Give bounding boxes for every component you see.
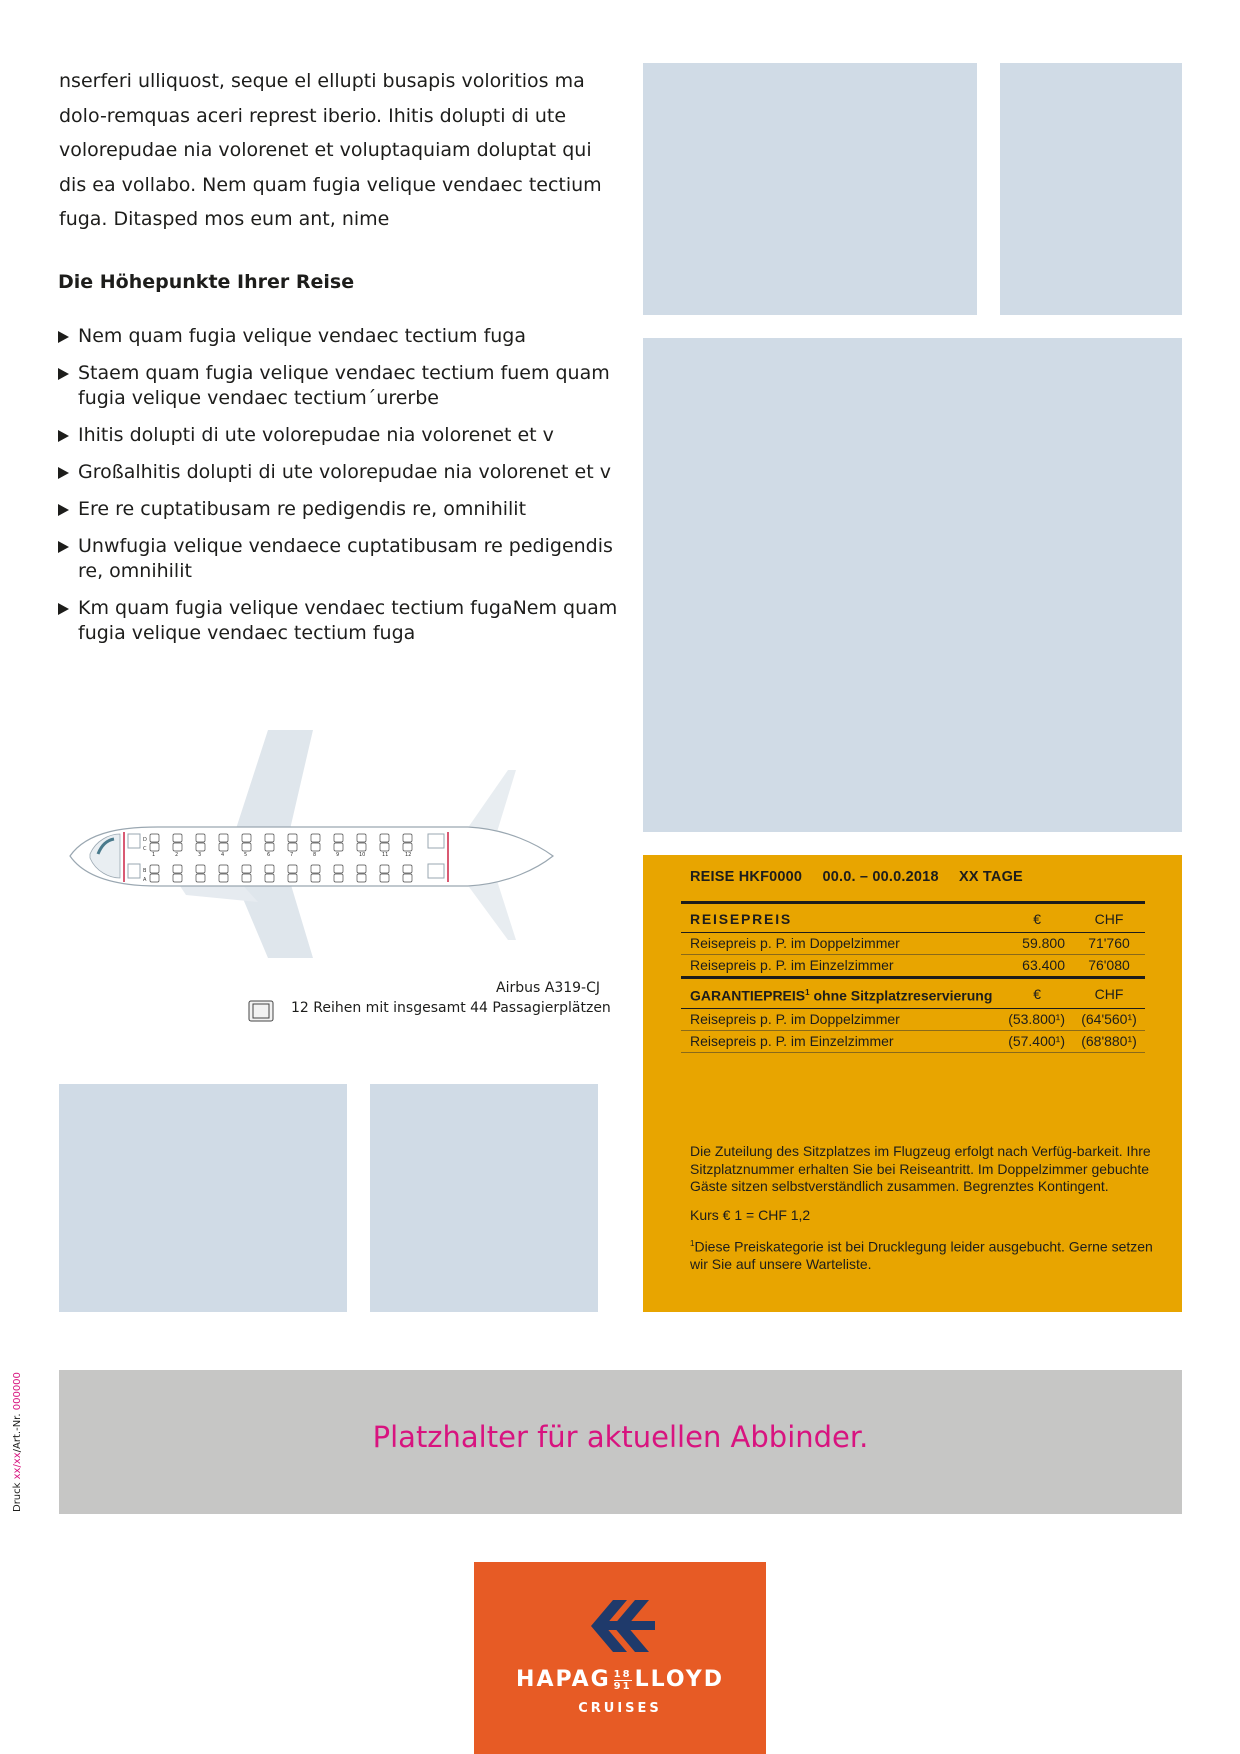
seat (357, 834, 366, 842)
trip-code: REISE HKF0000 (690, 869, 803, 885)
bullet-triangle-icon (58, 430, 69, 442)
seat (311, 843, 320, 851)
seat (265, 874, 274, 882)
upper-wing (233, 730, 313, 838)
seat-row-number: 4 (221, 852, 225, 858)
seat (219, 843, 228, 851)
seat-letter-label: B (143, 868, 147, 874)
seat (334, 865, 343, 873)
seat (173, 865, 182, 873)
seat (311, 834, 320, 842)
intro-paragraph: nserferi ulliquost, seque el ellupti busapis voloritios ma dolo-remquas aceri represt iberio. Ihitis dolupti di ute volorepudae nia volorenet et voluptaquiam doluptat qui dis ea vollabo. Nem quam fugia velique vendaec tectium fuga. Ditasped mos eum ant, nime (59, 70, 602, 230)
seat (242, 874, 251, 882)
seat-row-number: 12 (405, 852, 412, 858)
seat (173, 843, 182, 851)
image-placeholder (643, 63, 977, 315)
image-placeholder (370, 1084, 598, 1312)
logo-mark-icon (591, 1600, 655, 1652)
price-chf: (64'560¹) (1073, 1008, 1145, 1030)
seat (334, 834, 343, 842)
price-section-header (681, 978, 1145, 1009)
currency-eur: € (992, 978, 1073, 1009)
aircraft-model: Airbus A319-CJ (496, 980, 600, 996)
seat (357, 865, 366, 873)
footer-placeholder-bar (59, 1370, 1182, 1514)
table-row (681, 933, 1145, 955)
seat (403, 834, 412, 842)
seat (265, 843, 274, 851)
bullet-triangle-icon (58, 603, 69, 615)
seat (403, 874, 412, 882)
section-label-main: GARANTIEPREIS (690, 987, 806, 1004)
seat (219, 834, 228, 842)
hapag-lloyd-logo (474, 1562, 766, 1754)
seat (265, 834, 274, 842)
print-art-number: 000000 (12, 1372, 23, 1411)
seat (288, 865, 297, 873)
price-label: Reisepreis p. P. im Doppelzimmer (681, 1008, 992, 1030)
trip-days: XX TAGE (958, 869, 1023, 885)
seat-row-number: 2 (175, 852, 179, 858)
list-item (58, 497, 618, 522)
footnote-text: Diese Preiskategorie ist bei Drucklegung leider ausgebucht. Gerne setzen wir Sie auf unsere Warteliste. (690, 1238, 1153, 1273)
lower-wing (233, 875, 313, 958)
price-eur: (57.400¹) (992, 1030, 1073, 1052)
logo-text (474, 1667, 766, 1716)
seat-row-number: 5 (244, 852, 248, 858)
table-row (681, 1030, 1145, 1052)
bullet-triangle-icon (58, 504, 69, 516)
seat-letter-label: A (143, 877, 147, 883)
seat (357, 874, 366, 882)
currency-eur: € (992, 903, 1073, 933)
print-prefix: Druck (12, 1479, 23, 1512)
highlights-title: Die Höhepunkte Ihrer Reise (58, 271, 355, 293)
list-item-text: Großalhitis dolupti di ute volorepudae nia volorenet et v (78, 461, 611, 483)
logo-word-hapag: HAPAG (516, 1667, 611, 1692)
seat (150, 843, 159, 851)
seat (380, 834, 389, 842)
list-item-text: Nem quam fugia velique vendaec tectium fuga (78, 325, 527, 347)
seat-letter-label: D (143, 837, 147, 843)
print-code (12, 1352, 23, 1512)
seat (288, 843, 297, 851)
section-label (681, 978, 992, 1009)
logo-year (614, 1669, 632, 1692)
currency-chf: CHF (1073, 978, 1145, 1009)
seat-row-number: 10 (359, 852, 366, 858)
seat-row-number: 7 (290, 852, 294, 858)
seat (357, 843, 366, 851)
seat (150, 834, 159, 842)
seat (173, 874, 182, 882)
seat (242, 834, 251, 842)
seat (334, 874, 343, 882)
price-eur: (53.800¹) (992, 1008, 1073, 1030)
footnote-ref: 1 (805, 988, 810, 997)
bullet-triangle-icon (58, 331, 69, 343)
seat (196, 843, 205, 851)
price-eur: 63.400 (992, 955, 1073, 978)
list-item-text: Staem quam fugia velique vendaec tectium fuem quam fugia velique vendaec tectium´urerbe (78, 362, 610, 409)
seat (196, 874, 205, 882)
list-item (58, 324, 618, 349)
seat (311, 865, 320, 873)
price-label: Reisepreis p. P. im Einzelzimmer (681, 955, 992, 978)
price-chf: 71'760 (1073, 933, 1145, 955)
price-notes (690, 1143, 1160, 1285)
footnote-mark: 1 (690, 1239, 695, 1248)
logo-year-top: 18 (613, 1668, 632, 1680)
seat (288, 874, 297, 882)
seat (242, 843, 251, 851)
table-row (681, 955, 1145, 978)
currency-chf: CHF (1073, 903, 1145, 933)
highlights-list (58, 324, 618, 658)
seat (150, 865, 159, 873)
seat (173, 834, 182, 842)
trip-dates: 00.0. – 00.0.2018 (822, 869, 939, 885)
section-label: REISEPREIS (681, 903, 992, 933)
list-item-text: Ihitis dolupti di ute volorepudae nia volorenet et v (78, 424, 554, 446)
list-item (58, 596, 618, 646)
print-code-value: xx/xx (12, 1452, 23, 1480)
image-placeholder (59, 1084, 347, 1312)
seat-row-number: 1 (152, 852, 156, 858)
seat (403, 843, 412, 851)
seat-letter-label: C (143, 846, 147, 852)
seat (265, 865, 274, 873)
seat (219, 865, 228, 873)
price-section-header (681, 903, 1145, 933)
list-item (58, 423, 618, 448)
list-item (58, 361, 618, 411)
seat-row-number: 6 (267, 852, 271, 858)
list-item (58, 460, 618, 485)
seat-row-number: 11 (382, 852, 389, 858)
bullet-triangle-icon (58, 467, 69, 479)
list-item-text: Km quam fugia velique vendaec tectium fugaNem quam fugia velique vendaec tectium fuga (78, 597, 618, 644)
seat-row-number: 9 (336, 852, 340, 858)
seat (288, 834, 297, 842)
seat (380, 843, 389, 851)
bullet-triangle-icon (58, 368, 69, 380)
seat (196, 865, 205, 873)
seat (242, 865, 251, 873)
seat (196, 834, 205, 842)
price-eur: 59.800 (992, 933, 1073, 955)
aircraft-seat-plan (68, 730, 558, 960)
seat (380, 865, 389, 873)
seat (380, 874, 389, 882)
seat-icon (248, 1000, 274, 1022)
seat (403, 865, 412, 873)
aircraft-seats-text: 12 Reihen mit insgesamt 44 Passagierplätzen (291, 1000, 611, 1016)
seat (219, 874, 228, 882)
section-label-suffix: ohne Sitzplatzreservierung (809, 987, 993, 1004)
logo-word-lloyd: LLOYD (634, 1667, 724, 1692)
seat-row-number: 3 (198, 852, 202, 858)
price-label: Reisepreis p. P. im Doppelzimmer (681, 933, 992, 955)
image-placeholder (643, 338, 1182, 832)
seat (150, 874, 159, 882)
footer-placeholder-text: Platzhalter für aktuellen Abbinder. (372, 1420, 869, 1454)
price-box-header (690, 869, 1039, 885)
print-art-label: /Art.-Nr. (12, 1410, 23, 1453)
footnote (690, 1235, 1160, 1274)
seat-row-number: 8 (313, 852, 317, 858)
table-row (681, 1008, 1145, 1030)
price-table (681, 901, 1145, 1053)
image-placeholder (1000, 63, 1182, 315)
price-chf: 76'080 (1073, 955, 1145, 978)
list-item (58, 534, 618, 584)
price-box (643, 855, 1182, 1312)
price-label: Reisepreis p. P. im Einzelzimmer (681, 1030, 992, 1052)
seat (311, 874, 320, 882)
exchange-rate: Kurs € 1 = CHF 1,2 (690, 1206, 811, 1223)
list-item-text: Ere re cuptatibusam re pedigendis re, omnihilit (78, 498, 527, 520)
price-chf: (68'880¹) (1073, 1030, 1145, 1052)
logo-subtitle: CRUISES (578, 1701, 662, 1716)
seat (334, 843, 343, 851)
seat-note: Die Zuteilung des Sitzplatzes im Flugzeug erfolgt nach Verfüg-barkeit. Ihre Sitzplatznummer erhalten Sie bei Reiseantritt. Im Doppelzimmer gebuchte Gäste sitzen selbstverständlich zusammen. Begrenztes Kontingent. (690, 1143, 1151, 1194)
list-item-text: Unwfugia velique vendaece cuptatibusam re pedigendis re, omnihilit (78, 535, 613, 582)
logo-year-bottom: 91 (613, 1680, 632, 1692)
bullet-triangle-icon (58, 541, 69, 553)
